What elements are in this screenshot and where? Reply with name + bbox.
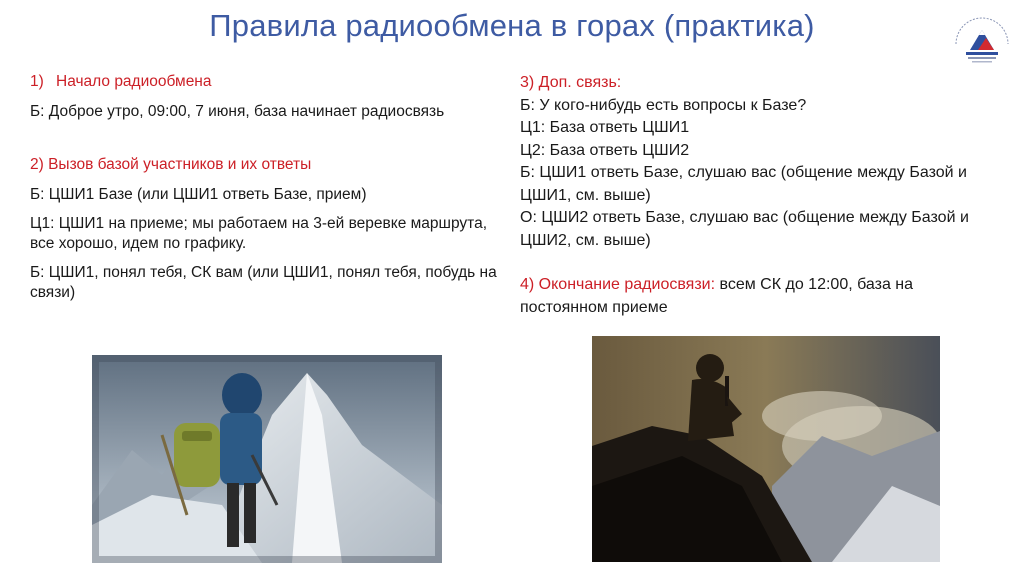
slide-title: Правила радиообмена в горах (практика): [209, 8, 815, 43]
section-4: [520, 274, 1000, 319]
section-3-line: Ц1: База ответь ЦШИ1: [520, 119, 690, 136]
section-4-title: 4) Окончание радиосвязи:: [520, 276, 716, 293]
section-1-heading: [30, 72, 500, 92]
left-column: [30, 72, 500, 302]
section-1-text: Б: Доброе утро, 09:00, 7 июня, база начинает радиосвязь: [30, 102, 445, 120]
section-2-paragraph-2: Ц1: ЦШИ1 на приеме; мы работаем на 3-ей веревке маршрута, все хорошо, идем по графику.: [30, 215, 488, 252]
section-3-line: Б: ЦШИ1 ответь Базе, слушаю вас (общение между Базой и ЦШИ1, см. выше): [520, 164, 967, 204]
section-3-title: 3) Доп. связь:: [520, 74, 622, 91]
section-1-title: Начало радиообмена: [56, 73, 212, 90]
section-3-line: О: ЦШИ2 ответь Базе, слушаю вас (общение между Базой и ЦШИ2, см. выше): [520, 209, 969, 249]
organization-logo: [948, 14, 1016, 66]
section-1-number: 1): [30, 73, 44, 90]
section-2-title: 2) Вызов базой участников и их ответы: [30, 156, 312, 173]
section-3-line: Ц2: База ответь ЦШИ2: [520, 141, 690, 159]
climber-on-snow-ridge-photo: [92, 355, 442, 563]
section-4-text: всем СК до 12:00, база на постоянном приеме: [520, 276, 914, 316]
section-2-paragraph-1: Б: ЦШИ1 Базе (или ЦШИ1 ответь Базе, прием): [30, 185, 367, 203]
right-column: [520, 72, 1000, 319]
radio-operator-silhouette-photo: [592, 336, 940, 562]
section-3-line: Б: У кого-нибудь есть вопросы к Базе?: [520, 96, 807, 114]
section-2-paragraph-3: Б: ЦШИ1, понял тебя, СК вам (или ЦШИ1, понял тебя, побудь на связи): [30, 264, 497, 301]
